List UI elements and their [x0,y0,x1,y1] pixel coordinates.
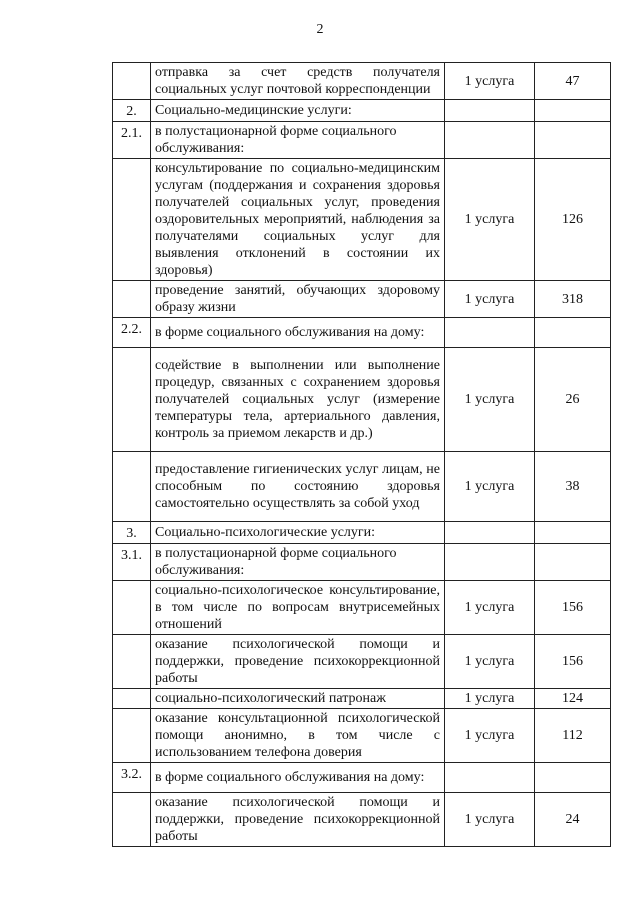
services-table [112,62,611,847]
row-number-cell [113,159,151,281]
service-name-cell: оказание консультационной психологической помощи анонимно, в том числе с использованием телефона доверия [151,709,445,763]
table-row [113,689,611,709]
service-name-cell: в полустационарной форме социального обслуживания: [151,122,445,159]
row-number-cell [113,581,151,635]
service-name-cell: Социально-психологические услуги: [151,522,445,544]
count-cell: 26 [535,348,611,452]
row-number-cell [113,793,151,847]
count-cell [535,522,611,544]
service-name-cell: в полустационарной форме социального обслуживания: [151,544,445,581]
unit-cell: 1 услуга [445,689,535,709]
table-row [113,635,611,689]
unit-cell [445,318,535,348]
table-row [113,348,611,452]
service-name-cell: Социально-медицинские услуги: [151,100,445,122]
row-number-cell [113,452,151,522]
service-name-cell: оказание психологической помощи и поддержки, проведение психокоррекционной работы [151,635,445,689]
unit-cell: 1 услуга [445,709,535,763]
unit-cell [445,100,535,122]
table-row [113,159,611,281]
service-name-cell: социально-психологическое консультирование, в том числе по вопросам внутрисемейных отношений [151,581,445,635]
row-number-cell [113,635,151,689]
service-name-cell: оказание психологической помощи и поддержки, проведение психокоррекционной работы [151,793,445,847]
count-cell [535,122,611,159]
count-cell: 112 [535,709,611,763]
unit-cell: 1 услуга [445,452,535,522]
unit-cell [445,544,535,581]
unit-cell [445,522,535,544]
table-row [113,544,611,581]
table-row [113,793,611,847]
table-row [113,281,611,318]
unit-cell: 1 услуга [445,159,535,281]
row-number-cell [113,709,151,763]
table-row [113,122,611,159]
unit-cell: 1 услуга [445,348,535,452]
count-cell: 126 [535,159,611,281]
services-table-body [113,63,611,847]
count-cell: 156 [535,635,611,689]
table-row [113,452,611,522]
service-name-cell: отправка за счет средств получателя социальных услуг почтовой корреспонденции [151,63,445,100]
unit-cell: 1 услуга [445,281,535,318]
count-cell [535,763,611,793]
count-cell [535,100,611,122]
table-row [113,522,611,544]
table-row [113,318,611,348]
unit-cell: 1 услуга [445,793,535,847]
row-number-cell: 3. [113,522,151,544]
table-row [113,763,611,793]
service-name-cell: проведение занятий, обучающих здоровому образу жизни [151,281,445,318]
service-name-cell: социально-психологический патронаж [151,689,445,709]
page-number: 2 [316,22,324,37]
count-cell: 156 [535,581,611,635]
count-cell: 38 [535,452,611,522]
service-name-cell: консультирование по социально-медицинским услугам (поддержания и сохранения здоровья получателей социальных услуг, проведения оздоровительных мероприятий, наблюдения за получателями социальных услуг для выявления отклонений в состоянии их здоровья) [151,159,445,281]
count-cell: 47 [535,63,611,100]
count-cell: 124 [535,689,611,709]
row-number-cell: 2. [113,100,151,122]
table-row [113,581,611,635]
table-row [113,100,611,122]
unit-cell: 1 услуга [445,63,535,100]
service-name-cell: предоставление гигиенических услуг лицам, не способным по состоянию здоровья самостоятельно осуществлять за собой уход [151,452,445,522]
row-number-cell: 2.1. [113,122,151,159]
count-cell: 318 [535,281,611,318]
unit-cell [445,763,535,793]
row-number-cell: 3.1. [113,544,151,581]
service-name-cell: в форме социального обслуживания на дому: [151,763,445,793]
row-number-cell [113,63,151,100]
unit-cell: 1 услуга [445,635,535,689]
table-row [113,709,611,763]
unit-cell: 1 услуга [445,581,535,635]
service-name-cell: в форме социального обслуживания на дому: [151,318,445,348]
unit-cell [445,122,535,159]
row-number-cell: 2.2. [113,318,151,348]
service-name-cell: содействие в выполнении или выполнение процедур, связанных с сохранением здоровья получателей социальных услуг (измерение температуры тела, артериального давления, контроль за приемом лекарств и др.) [151,348,445,452]
row-number-cell [113,281,151,318]
row-number-cell [113,348,151,452]
count-cell: 24 [535,793,611,847]
count-cell [535,318,611,348]
table-row [113,63,611,100]
row-number-cell: 3.2. [113,763,151,793]
row-number-cell [113,689,151,709]
count-cell [535,544,611,581]
